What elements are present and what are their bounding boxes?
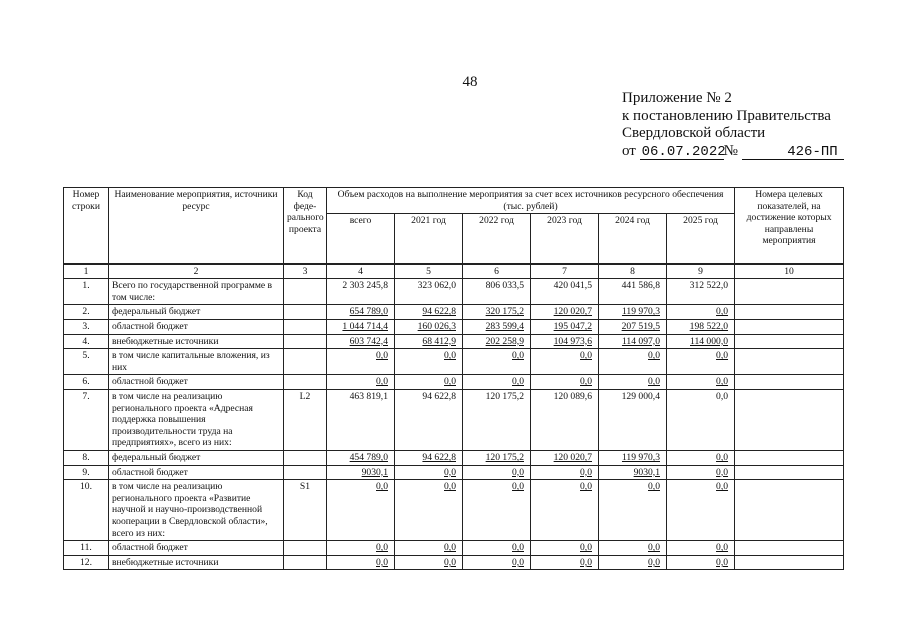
row-name-cell: внебюджетные источники <box>109 334 284 349</box>
appendix-line-region: Свердловской области <box>622 125 766 141</box>
header-row-1 <box>64 188 844 214</box>
row-code-cell <box>284 305 327 320</box>
row-number-cell: 6. <box>64 375 109 390</box>
row-name-cell: областной бюджет <box>109 320 284 335</box>
row-total-cell: 0,0 <box>327 555 395 570</box>
row-2021-cell: 0,0 <box>395 480 463 541</box>
row-2023-cell: 0,0 <box>531 555 599 570</box>
table-row <box>64 451 844 466</box>
row-targets-cell <box>735 375 844 390</box>
row-number-cell: 1. <box>64 279 109 305</box>
index-cell: 6 <box>463 264 531 279</box>
row-total-cell: 463 819,1 <box>327 390 395 451</box>
row-code-cell <box>284 349 327 375</box>
row-2024-cell: 0,0 <box>599 480 667 541</box>
row-2021-cell: 94 622,8 <box>395 390 463 451</box>
row-total-cell: 603 742,4 <box>327 334 395 349</box>
table-row <box>64 480 844 541</box>
row-2024-cell: 129 000,4 <box>599 390 667 451</box>
row-2022-cell: 0,0 <box>463 555 531 570</box>
header-code: Код феде-рального проекта <box>284 188 327 264</box>
row-2025-cell: 0,0 <box>667 390 735 451</box>
table-row <box>64 334 844 349</box>
row-total-cell: 9030,1 <box>327 465 395 480</box>
row-name-cell: в том числе на реализацию регионального проекта «Адресная поддержка повышения производительности труда на предприятиях», всего из них: <box>109 390 284 451</box>
row-2021-cell: 160 026,3 <box>395 320 463 335</box>
row-number-cell: 11. <box>64 541 109 556</box>
row-name-cell: федеральный бюджет <box>109 305 284 320</box>
row-2022-cell: 0,0 <box>463 465 531 480</box>
row-2022-cell: 0,0 <box>463 349 531 375</box>
header-name: Наименование мероприятия, источники ресурс <box>109 188 284 264</box>
row-2024-cell: 119 970,3 <box>599 305 667 320</box>
row-2023-cell: 0,0 <box>531 375 599 390</box>
row-targets-cell <box>735 334 844 349</box>
header-2023: 2023 год <box>531 214 599 264</box>
row-2023-cell: 120 020,7 <box>531 305 599 320</box>
row-2023-cell: 120 020,7 <box>531 451 599 466</box>
row-2023-cell: 0,0 <box>531 465 599 480</box>
row-2021-cell: 0,0 <box>395 555 463 570</box>
row-name-cell: областной бюджет <box>109 375 284 390</box>
row-total-cell: 654 789,0 <box>327 305 395 320</box>
row-code-cell: S1 <box>284 480 327 541</box>
row-2022-cell: 320 175,2 <box>463 305 531 320</box>
row-total-cell: 0,0 <box>327 375 395 390</box>
header-2022: 2022 год <box>463 214 531 264</box>
row-code-cell <box>284 320 327 335</box>
row-2025-cell: 0,0 <box>667 480 735 541</box>
row-2023-cell: 420 041,5 <box>531 279 599 305</box>
row-targets-cell <box>735 465 844 480</box>
row-number-cell: 4. <box>64 334 109 349</box>
row-2023-cell: 120 089,6 <box>531 390 599 451</box>
index-cell: 2 <box>109 264 284 279</box>
page-number: 48 <box>462 74 478 90</box>
index-cell: 9 <box>667 264 735 279</box>
row-targets-cell <box>735 390 844 451</box>
row-2023-cell: 0,0 <box>531 480 599 541</box>
row-2024-cell: 0,0 <box>599 375 667 390</box>
table-row <box>64 541 844 556</box>
row-2021-cell: 0,0 <box>395 349 463 375</box>
row-2024-cell: 119 970,3 <box>599 451 667 466</box>
row-2022-cell: 0,0 <box>463 375 531 390</box>
row-2022-cell: 120 175,2 <box>463 390 531 451</box>
row-number-cell: 10. <box>64 480 109 541</box>
row-number-cell: 8. <box>64 451 109 466</box>
row-total-cell: 0,0 <box>327 349 395 375</box>
row-2025-cell: 312 522,0 <box>667 279 735 305</box>
row-2022-cell: 120 175,2 <box>463 451 531 466</box>
header-row-no: Номер строки <box>64 188 109 264</box>
decree-number: 426-ПП <box>742 145 844 160</box>
row-2024-cell: 0,0 <box>599 555 667 570</box>
header-2024: 2024 год <box>599 214 667 264</box>
row-name-cell: в том числе на реализацию регионального проекта «Развитие научной и научно-производственной кооперации в Свердловской области», всего из них: <box>109 480 284 541</box>
row-2023-cell: 0,0 <box>531 349 599 375</box>
row-number-cell: 2. <box>64 305 109 320</box>
from-label: от <box>622 142 636 159</box>
appendix-line-decree: к постановлению Правительства <box>622 107 831 124</box>
row-2023-cell: 195 047,2 <box>531 320 599 335</box>
row-2024-cell: 9030,1 <box>599 465 667 480</box>
index-cell: 10 <box>735 264 844 279</box>
row-name-cell: областной бюджет <box>109 541 284 556</box>
appendix-block <box>622 90 844 160</box>
row-number-cell: 7. <box>64 390 109 451</box>
row-2021-cell: 0,0 <box>395 541 463 556</box>
row-code-cell <box>284 555 327 570</box>
row-targets-cell <box>735 480 844 541</box>
row-code-cell <box>284 541 327 556</box>
row-2021-cell: 94 622,8 <box>395 451 463 466</box>
row-name-cell: областной бюджет <box>109 465 284 480</box>
row-targets-cell <box>735 279 844 305</box>
row-number-cell: 3. <box>64 320 109 335</box>
table-row <box>64 390 844 451</box>
row-2025-cell: 114 000,0 <box>667 334 735 349</box>
row-total-cell: 0,0 <box>327 480 395 541</box>
column-index-row <box>64 264 844 279</box>
row-number-cell: 9. <box>64 465 109 480</box>
row-code-cell <box>284 334 327 349</box>
row-2025-cell: 198 522,0 <box>667 320 735 335</box>
row-2025-cell: 0,0 <box>667 555 735 570</box>
row-name-cell: внебюджетные источники <box>109 555 284 570</box>
index-cell: 1 <box>64 264 109 279</box>
header-volume: Объем расходов на выполнение мероприятия за счет всех источников ресурсного обеспечения (тыс. рублей) <box>327 188 735 214</box>
row-2022-cell: 0,0 <box>463 480 531 541</box>
row-total-cell: 454 789,0 <box>327 451 395 466</box>
row-total-cell: 2 303 245,8 <box>327 279 395 305</box>
row-code-cell <box>284 451 327 466</box>
row-name-cell: федеральный бюджет <box>109 451 284 466</box>
header-2021: 2021 год <box>395 214 463 264</box>
row-2021-cell: 0,0 <box>395 375 463 390</box>
expenditure-table <box>63 187 844 570</box>
index-cell: 7 <box>531 264 599 279</box>
row-code-cell: L2 <box>284 390 327 451</box>
row-2022-cell: 806 033,5 <box>463 279 531 305</box>
row-name-cell: Всего по государственной программе в том числе: <box>109 279 284 305</box>
row-code-cell <box>284 279 327 305</box>
row-2021-cell: 94 622,8 <box>395 305 463 320</box>
appendix-title: Приложение № 2 <box>622 90 732 106</box>
row-2025-cell: 0,0 <box>667 541 735 556</box>
row-2024-cell: 0,0 <box>599 541 667 556</box>
header-targets: Номера целевых показателей, на достижение которых направлены мероприятия <box>735 188 844 264</box>
row-total-cell: 0,0 <box>327 541 395 556</box>
table-row <box>64 349 844 375</box>
header-2025: 2025 год <box>667 214 735 264</box>
row-targets-cell <box>735 555 844 570</box>
table-row <box>64 305 844 320</box>
index-cell: 4 <box>327 264 395 279</box>
decree-date: 06.07.2022 <box>641 143 726 160</box>
row-code-cell <box>284 465 327 480</box>
row-targets-cell <box>735 320 844 335</box>
row-2021-cell: 323 062,0 <box>395 279 463 305</box>
number-label: № <box>723 142 738 159</box>
index-cell: 3 <box>284 264 327 279</box>
row-total-cell: 1 044 714,4 <box>327 320 395 335</box>
row-targets-cell <box>735 349 844 375</box>
row-2024-cell: 114 097,0 <box>599 334 667 349</box>
table-row <box>64 375 844 390</box>
table-row <box>64 555 844 570</box>
row-2023-cell: 104 973,6 <box>531 334 599 349</box>
row-2025-cell: 0,0 <box>667 465 735 480</box>
row-2023-cell: 0,0 <box>531 541 599 556</box>
index-cell: 5 <box>395 264 463 279</box>
row-2025-cell: 0,0 <box>667 375 735 390</box>
table-row <box>64 465 844 480</box>
row-code-cell <box>284 375 327 390</box>
row-number-cell: 12. <box>64 555 109 570</box>
index-cell: 8 <box>599 264 667 279</box>
row-2021-cell: 68 412,9 <box>395 334 463 349</box>
row-targets-cell <box>735 305 844 320</box>
appendix-date-line <box>622 143 844 161</box>
row-2021-cell: 0,0 <box>395 465 463 480</box>
row-2025-cell: 0,0 <box>667 305 735 320</box>
row-number-cell: 5. <box>64 349 109 375</box>
row-2025-cell: 0,0 <box>667 451 735 466</box>
row-name-cell: в том числе капитальные вложения, из них <box>109 349 284 375</box>
row-2022-cell: 202 258,9 <box>463 334 531 349</box>
row-2025-cell: 0,0 <box>667 349 735 375</box>
row-2024-cell: 441 586,8 <box>599 279 667 305</box>
table-row <box>64 320 844 335</box>
header-total: всего <box>327 214 395 264</box>
row-2022-cell: 0,0 <box>463 541 531 556</box>
row-2024-cell: 207 519,5 <box>599 320 667 335</box>
row-targets-cell <box>735 541 844 556</box>
row-targets-cell <box>735 451 844 466</box>
table-row <box>64 279 844 305</box>
row-2024-cell: 0,0 <box>599 349 667 375</box>
row-2022-cell: 283 599,4 <box>463 320 531 335</box>
